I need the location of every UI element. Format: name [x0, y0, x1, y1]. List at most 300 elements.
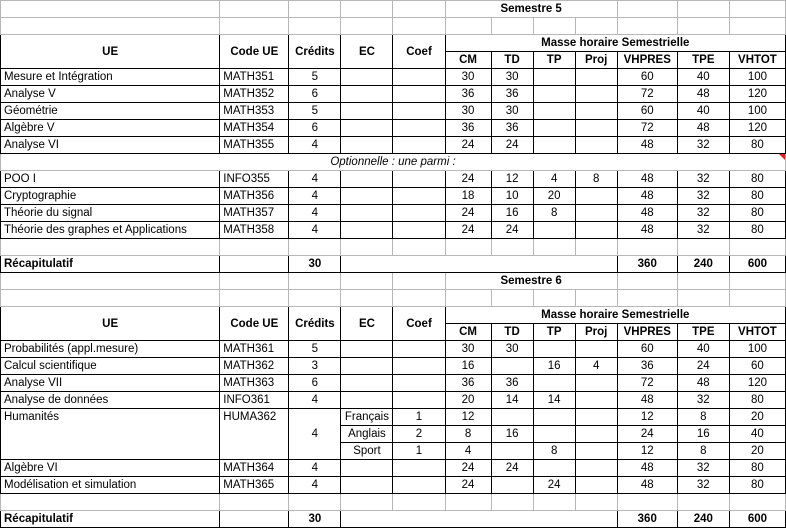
empty-cell[interactable]: [341, 273, 393, 290]
td-value[interactable]: 36: [491, 86, 533, 103]
empty-cell[interactable]: [575, 239, 617, 256]
tp-value[interactable]: [533, 222, 575, 239]
ue-code[interactable]: MATH354: [220, 120, 289, 137]
cm-value[interactable]: 36: [445, 120, 491, 137]
tpe-value[interactable]: 40: [677, 341, 729, 358]
coef-cell[interactable]: [393, 477, 445, 494]
vhtot-value[interactable]: 100: [729, 69, 785, 86]
empty-cell[interactable]: [341, 256, 617, 273]
tp-value[interactable]: [533, 86, 575, 103]
empty-cell[interactable]: [1, 273, 220, 290]
empty-cell[interactable]: [220, 18, 289, 35]
empty-cell[interactable]: [575, 494, 617, 511]
empty-cell[interactable]: [220, 290, 289, 307]
empty-cell[interactable]: [445, 18, 491, 35]
empty-cell[interactable]: [677, 494, 729, 511]
ec-cell[interactable]: [341, 205, 393, 222]
td-value[interactable]: 24: [491, 137, 533, 154]
td-value[interactable]: 36: [491, 120, 533, 137]
vhtot-value[interactable]: 100: [729, 341, 785, 358]
coef-cell[interactable]: [393, 69, 445, 86]
proj-value[interactable]: [575, 86, 617, 103]
ue-name[interactable]: Cryptographie: [1, 188, 220, 205]
coef-cell[interactable]: [393, 460, 445, 477]
empty-cell[interactable]: [1, 1, 220, 18]
tp-value[interactable]: 14: [533, 392, 575, 409]
ec-name[interactable]: Français: [341, 409, 393, 426]
cm-value[interactable]: 24: [445, 460, 491, 477]
empty-cell[interactable]: [491, 494, 533, 511]
empty-cell[interactable]: [220, 239, 289, 256]
credits-value[interactable]: 4: [289, 222, 341, 239]
credits-value[interactable]: 4: [289, 409, 341, 460]
td-value[interactable]: 30: [491, 103, 533, 120]
empty-cell[interactable]: [393, 290, 445, 307]
ue-code[interactable]: MATH363: [220, 375, 289, 392]
proj-value[interactable]: [575, 409, 617, 426]
empty-cell[interactable]: [341, 511, 617, 528]
coef-cell[interactable]: [393, 137, 445, 154]
ue-name[interactable]: Analyse de données: [1, 392, 220, 409]
vhpres-value[interactable]: 24: [617, 426, 677, 443]
empty-cell[interactable]: [393, 273, 445, 290]
header-coef[interactable]: Coef: [393, 307, 445, 341]
recap-tpe[interactable]: 240: [677, 256, 729, 273]
ue-name[interactable]: Théorie des graphes et Applications: [1, 222, 220, 239]
empty-cell[interactable]: [393, 239, 445, 256]
empty-cell[interactable]: [445, 494, 491, 511]
proj-value[interactable]: [575, 120, 617, 137]
ec-cell[interactable]: [341, 222, 393, 239]
ec-cell[interactable]: [341, 171, 393, 188]
empty-cell[interactable]: [341, 494, 393, 511]
vhpres-value[interactable]: 48: [617, 477, 677, 494]
vhtot-value[interactable]: 80: [729, 137, 785, 154]
proj-value[interactable]: [575, 205, 617, 222]
ec-name[interactable]: Sport: [341, 443, 393, 460]
empty-cell[interactable]: [533, 18, 575, 35]
empty-cell[interactable]: [445, 239, 491, 256]
ue-name[interactable]: Théorie du signal: [1, 205, 220, 222]
ue-code[interactable]: MATH355: [220, 137, 289, 154]
proj-value[interactable]: [575, 443, 617, 460]
proj-value[interactable]: 4: [575, 358, 617, 375]
ec-cell[interactable]: [341, 341, 393, 358]
td-value[interactable]: [491, 477, 533, 494]
cm-value[interactable]: 20: [445, 392, 491, 409]
recap-vhtot[interactable]: 600: [729, 511, 785, 528]
ec-cell[interactable]: [341, 392, 393, 409]
header-coef[interactable]: Coef: [393, 35, 445, 69]
ec-cell[interactable]: [341, 86, 393, 103]
empty-cell[interactable]: [729, 239, 785, 256]
empty-cell[interactable]: [341, 18, 393, 35]
credits-value[interactable]: 5: [289, 103, 341, 120]
tpe-value[interactable]: 32: [677, 171, 729, 188]
empty-cell[interactable]: [575, 290, 617, 307]
ue-code[interactable]: HUMA362: [220, 409, 289, 460]
empty-cell[interactable]: [341, 239, 393, 256]
tpe-value[interactable]: 32: [677, 392, 729, 409]
coef-cell[interactable]: [393, 392, 445, 409]
credits-value[interactable]: 4: [289, 460, 341, 477]
cm-value[interactable]: 24: [445, 137, 491, 154]
recap-tpe[interactable]: 240: [677, 511, 729, 528]
vhpres-value[interactable]: 72: [617, 120, 677, 137]
header-code[interactable]: Code UE: [220, 35, 289, 69]
vhpres-value[interactable]: 48: [617, 460, 677, 477]
vhpres-value[interactable]: 36: [617, 358, 677, 375]
tpe-value[interactable]: 32: [677, 137, 729, 154]
credits-value[interactable]: 5: [289, 69, 341, 86]
cm-value[interactable]: 36: [445, 375, 491, 392]
ue-code[interactable]: MATH358: [220, 222, 289, 239]
empty-cell[interactable]: [575, 18, 617, 35]
tpe-value[interactable]: 48: [677, 375, 729, 392]
tp-value[interactable]: 4: [533, 171, 575, 188]
tp-value[interactable]: 8: [533, 205, 575, 222]
proj-value[interactable]: [575, 222, 617, 239]
ue-code[interactable]: MATH352: [220, 86, 289, 103]
empty-cell[interactable]: [677, 290, 729, 307]
credits-value[interactable]: 3: [289, 358, 341, 375]
ue-code[interactable]: INFO355: [220, 171, 289, 188]
ec-cell[interactable]: [341, 120, 393, 137]
ue-name[interactable]: Mesure et Intégration: [1, 69, 220, 86]
empty-cell[interactable]: [729, 290, 785, 307]
header-masse-horaire[interactable]: Masse horaire Semestrielle: [445, 35, 785, 52]
ec-cell[interactable]: [341, 103, 393, 120]
tp-value[interactable]: [533, 341, 575, 358]
tpe-value[interactable]: 32: [677, 460, 729, 477]
semester-title[interactable]: Semestre 6: [445, 273, 617, 290]
semester-title[interactable]: Semestre 5: [445, 1, 617, 18]
ue-code[interactable]: MATH364: [220, 460, 289, 477]
cm-value[interactable]: 24: [445, 222, 491, 239]
vhtot-value[interactable]: 80: [729, 205, 785, 222]
td-value[interactable]: 10: [491, 188, 533, 205]
empty-cell[interactable]: [617, 239, 677, 256]
vhpres-value[interactable]: 60: [617, 103, 677, 120]
coef-cell[interactable]: [393, 188, 445, 205]
empty-cell[interactable]: [341, 1, 393, 18]
cm-value[interactable]: 24: [445, 205, 491, 222]
td-value[interactable]: 14: [491, 392, 533, 409]
empty-cell[interactable]: [729, 18, 785, 35]
recap-credits[interactable]: 30: [289, 256, 341, 273]
tp-value[interactable]: [533, 137, 575, 154]
tp-value[interactable]: [533, 120, 575, 137]
empty-cell[interactable]: [1, 239, 220, 256]
tpe-value[interactable]: 8: [677, 443, 729, 460]
credits-value[interactable]: 4: [289, 392, 341, 409]
empty-cell[interactable]: [491, 290, 533, 307]
vhtot-value[interactable]: 80: [729, 392, 785, 409]
ue-code[interactable]: MATH362: [220, 358, 289, 375]
cm-value[interactable]: 8: [445, 426, 491, 443]
empty-cell[interactable]: [289, 494, 341, 511]
ue-name[interactable]: Analyse VI: [1, 137, 220, 154]
empty-cell[interactable]: [533, 239, 575, 256]
empty-cell[interactable]: [677, 18, 729, 35]
header-tp[interactable]: TP: [533, 52, 575, 69]
empty-cell[interactable]: [393, 494, 445, 511]
vhtot-value[interactable]: 80: [729, 477, 785, 494]
empty-cell[interactable]: [617, 290, 677, 307]
ue-code[interactable]: MATH357: [220, 205, 289, 222]
cm-value[interactable]: 18: [445, 188, 491, 205]
ue-name[interactable]: Calcul scientifique: [1, 358, 220, 375]
tp-value[interactable]: 20: [533, 188, 575, 205]
empty-cell[interactable]: [729, 273, 785, 290]
header-vhpres[interactable]: VHPRES: [617, 324, 677, 341]
tpe-value[interactable]: 32: [677, 222, 729, 239]
ue-name[interactable]: Géométrie: [1, 103, 220, 120]
tp-value[interactable]: 8: [533, 443, 575, 460]
header-ec[interactable]: EC: [341, 35, 393, 69]
proj-value[interactable]: [575, 137, 617, 154]
credits-value[interactable]: 6: [289, 120, 341, 137]
coef-cell[interactable]: [393, 103, 445, 120]
ue-code[interactable]: MATH356: [220, 188, 289, 205]
credits-value[interactable]: 4: [289, 137, 341, 154]
empty-cell[interactable]: [220, 273, 289, 290]
ue-code[interactable]: MATH361: [220, 341, 289, 358]
vhpres-value[interactable]: 72: [617, 86, 677, 103]
header-cm[interactable]: CM: [445, 324, 491, 341]
vhtot-value[interactable]: 80: [729, 188, 785, 205]
ec-cell[interactable]: [341, 460, 393, 477]
vhtot-value[interactable]: 60: [729, 358, 785, 375]
tp-value[interactable]: 24: [533, 477, 575, 494]
empty-cell[interactable]: [341, 290, 393, 307]
empty-cell[interactable]: [617, 18, 677, 35]
header-ec[interactable]: EC: [341, 307, 393, 341]
tpe-value[interactable]: 40: [677, 69, 729, 86]
td-value[interactable]: 16: [491, 426, 533, 443]
recap-label[interactable]: Récapitulatif: [1, 511, 220, 528]
empty-cell[interactable]: [491, 18, 533, 35]
header-proj[interactable]: Proj: [575, 324, 617, 341]
cm-value[interactable]: 24: [445, 477, 491, 494]
vhtot-value[interactable]: 80: [729, 460, 785, 477]
td-value[interactable]: [491, 443, 533, 460]
td-value[interactable]: 24: [491, 222, 533, 239]
cm-value[interactable]: 30: [445, 341, 491, 358]
empty-cell[interactable]: [393, 18, 445, 35]
empty-cell[interactable]: [617, 1, 677, 18]
tp-value[interactable]: [533, 103, 575, 120]
cm-value[interactable]: 30: [445, 69, 491, 86]
credits-value[interactable]: 5: [289, 341, 341, 358]
ue-name[interactable]: Algèbre VI: [1, 460, 220, 477]
vhtot-value[interactable]: 80: [729, 171, 785, 188]
ue-name[interactable]: Algèbre V: [1, 120, 220, 137]
empty-cell[interactable]: [220, 494, 289, 511]
coef-value[interactable]: 1: [393, 443, 445, 460]
coef-cell[interactable]: [393, 341, 445, 358]
cm-value[interactable]: 36: [445, 86, 491, 103]
proj-value[interactable]: [575, 188, 617, 205]
tpe-value[interactable]: 48: [677, 120, 729, 137]
empty-cell[interactable]: [220, 511, 289, 528]
proj-value[interactable]: [575, 375, 617, 392]
empty-cell[interactable]: [729, 494, 785, 511]
vhpres-value[interactable]: 72: [617, 375, 677, 392]
empty-cell[interactable]: [491, 239, 533, 256]
coef-value[interactable]: 2: [393, 426, 445, 443]
empty-cell[interactable]: [393, 1, 445, 18]
recap-vhpres[interactable]: 360: [617, 511, 677, 528]
vhpres-value[interactable]: 48: [617, 222, 677, 239]
tpe-value[interactable]: 48: [677, 86, 729, 103]
tpe-value[interactable]: 24: [677, 358, 729, 375]
header-masse-horaire[interactable]: Masse horaire Semestrielle: [445, 307, 785, 324]
header-proj[interactable]: Proj: [575, 52, 617, 69]
proj-value[interactable]: [575, 341, 617, 358]
ec-name[interactable]: Anglais: [341, 426, 393, 443]
ue-code[interactable]: MATH351: [220, 69, 289, 86]
header-vhtot[interactable]: VHTOT: [729, 324, 785, 341]
recap-label[interactable]: Récapitulatif: [1, 256, 220, 273]
proj-value[interactable]: [575, 477, 617, 494]
cm-value[interactable]: 16: [445, 358, 491, 375]
empty-cell[interactable]: [677, 273, 729, 290]
tp-value[interactable]: [533, 426, 575, 443]
tpe-value[interactable]: 32: [677, 205, 729, 222]
proj-value[interactable]: [575, 69, 617, 86]
empty-cell[interactable]: [289, 290, 341, 307]
empty-cell[interactable]: [729, 1, 785, 18]
empty-cell[interactable]: [289, 1, 341, 18]
proj-value[interactable]: [575, 103, 617, 120]
tp-value[interactable]: [533, 69, 575, 86]
tp-value[interactable]: 16: [533, 358, 575, 375]
coef-cell[interactable]: [393, 171, 445, 188]
coef-cell[interactable]: [393, 358, 445, 375]
credits-value[interactable]: 4: [289, 188, 341, 205]
td-value[interactable]: 30: [491, 341, 533, 358]
empty-cell[interactable]: [1, 494, 220, 511]
ue-code[interactable]: MATH365: [220, 477, 289, 494]
vhpres-value[interactable]: 60: [617, 69, 677, 86]
td-value[interactable]: [491, 358, 533, 375]
ec-cell[interactable]: [341, 137, 393, 154]
coef-cell[interactable]: [393, 86, 445, 103]
empty-cell[interactable]: [289, 273, 341, 290]
empty-cell[interactable]: [533, 494, 575, 511]
vhpres-value[interactable]: 48: [617, 188, 677, 205]
td-value[interactable]: 16: [491, 205, 533, 222]
header-tpe[interactable]: TPE: [677, 324, 729, 341]
recap-vhpres[interactable]: 360: [617, 256, 677, 273]
coef-cell[interactable]: [393, 205, 445, 222]
td-value[interactable]: 24: [491, 460, 533, 477]
td-value[interactable]: [491, 409, 533, 426]
empty-cell[interactable]: [289, 239, 341, 256]
credits-value[interactable]: 4: [289, 205, 341, 222]
tp-value[interactable]: [533, 460, 575, 477]
vhpres-value[interactable]: 48: [617, 171, 677, 188]
ec-cell[interactable]: [341, 477, 393, 494]
cm-value[interactable]: 12: [445, 409, 491, 426]
vhtot-value[interactable]: 20: [729, 409, 785, 426]
ue-name[interactable]: Modélisation et simulation: [1, 477, 220, 494]
credits-value[interactable]: 6: [289, 86, 341, 103]
ec-cell[interactable]: [341, 69, 393, 86]
ec-cell[interactable]: [341, 358, 393, 375]
header-ue[interactable]: UE: [1, 307, 220, 341]
vhpres-value[interactable]: 48: [617, 392, 677, 409]
header-ue[interactable]: UE: [1, 35, 220, 69]
header-td[interactable]: TD: [491, 324, 533, 341]
ue-name[interactable]: Analyse V: [1, 86, 220, 103]
header-tpe[interactable]: TPE: [677, 52, 729, 69]
ue-name[interactable]: Probabilités (appl.mesure): [1, 341, 220, 358]
proj-value[interactable]: 8: [575, 171, 617, 188]
ue-name[interactable]: Humanités: [1, 409, 220, 460]
header-code[interactable]: Code UE: [220, 307, 289, 341]
tpe-value[interactable]: 8: [677, 409, 729, 426]
ue-code[interactable]: MATH353: [220, 103, 289, 120]
vhtot-value[interactable]: 120: [729, 120, 785, 137]
cm-value[interactable]: 4: [445, 443, 491, 460]
proj-value[interactable]: [575, 392, 617, 409]
tpe-value[interactable]: 32: [677, 477, 729, 494]
empty-cell[interactable]: [220, 1, 289, 18]
proj-value[interactable]: [575, 426, 617, 443]
tp-value[interactable]: [533, 409, 575, 426]
td-value[interactable]: 36: [491, 375, 533, 392]
tp-value[interactable]: [533, 375, 575, 392]
ec-cell[interactable]: [341, 375, 393, 392]
ec-cell[interactable]: [341, 188, 393, 205]
recap-vhtot[interactable]: 600: [729, 256, 785, 273]
empty-cell[interactable]: [1, 290, 220, 307]
cm-value[interactable]: 30: [445, 103, 491, 120]
empty-cell[interactable]: [445, 290, 491, 307]
ue-name[interactable]: POO I: [1, 171, 220, 188]
tpe-value[interactable]: 32: [677, 188, 729, 205]
header-credits[interactable]: Crédits: [289, 307, 341, 341]
vhtot-value[interactable]: 120: [729, 86, 785, 103]
credits-value[interactable]: 6: [289, 375, 341, 392]
vhtot-value[interactable]: 40: [729, 426, 785, 443]
credits-value[interactable]: 4: [289, 171, 341, 188]
empty-cell[interactable]: [289, 18, 341, 35]
coef-cell[interactable]: [393, 120, 445, 137]
coef-cell[interactable]: [393, 375, 445, 392]
header-td[interactable]: TD: [491, 52, 533, 69]
header-vhtot[interactable]: VHTOT: [729, 52, 785, 69]
empty-cell[interactable]: [533, 290, 575, 307]
empty-cell[interactable]: [677, 1, 729, 18]
coef-cell[interactable]: [393, 222, 445, 239]
vhtot-value[interactable]: 100: [729, 103, 785, 120]
empty-cell[interactable]: [617, 494, 677, 511]
recap-credits[interactable]: 30: [289, 511, 341, 528]
tpe-value[interactable]: 40: [677, 103, 729, 120]
credits-value[interactable]: 4: [289, 477, 341, 494]
vhpres-value[interactable]: 48: [617, 205, 677, 222]
vhtot-value[interactable]: 20: [729, 443, 785, 460]
ue-name[interactable]: Analyse VII: [1, 375, 220, 392]
vhpres-value[interactable]: 48: [617, 137, 677, 154]
coef-value[interactable]: 1: [393, 409, 445, 426]
vhtot-value[interactable]: 120: [729, 375, 785, 392]
vhpres-value[interactable]: 12: [617, 443, 677, 460]
optional-label[interactable]: Optionnelle : une parmi :: [1, 154, 786, 171]
